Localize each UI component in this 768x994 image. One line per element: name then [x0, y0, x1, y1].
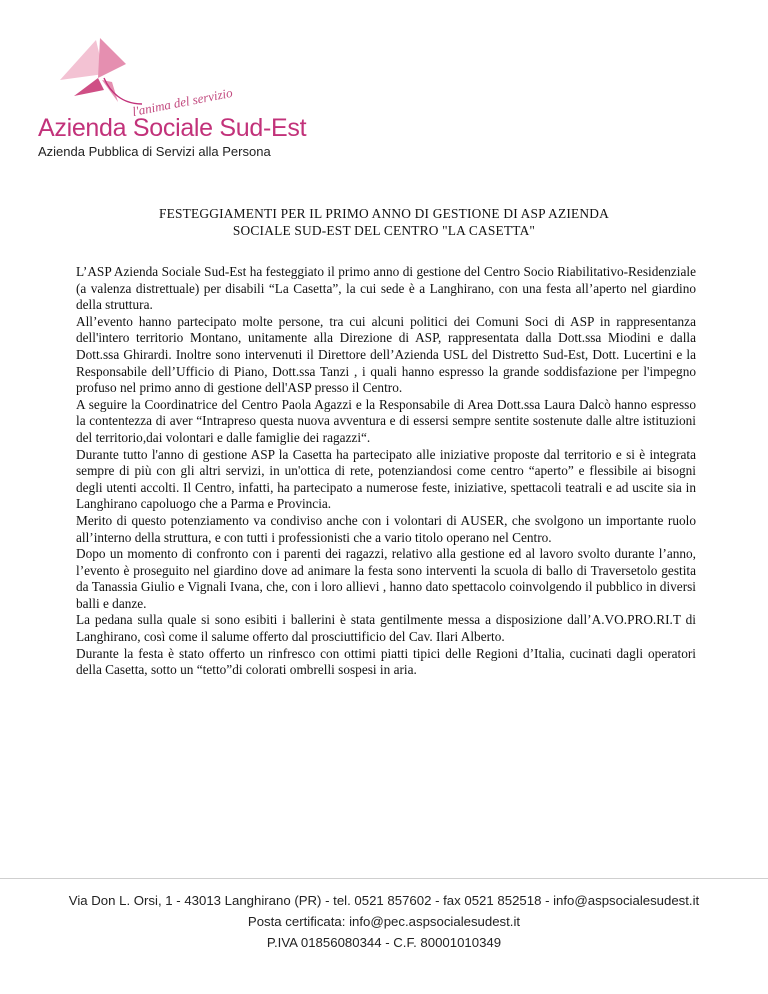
paragraph: All’evento hanno partecipato molte persone, tra cui alcuni politici dei Comuni Soci di ASP in rappresentanza dell'intero territorio Montano, unitamente alla Direzione di ASP, rappresentata dalla Dott.ssa Miodini e dalla Dott.ssa Ghirardi. Inoltre sono intervenuti il Direttore dell’Azienda USL del Distretto Sud-Est, Dott. Lucertini e la Responsabile dell’Ufficio di Piano, Dott.ssa Tanzi , i quali hanno espresso la grande soddisfazione per l'impegno profuso nel primo anno di gestione dell'ASP presso il Centro.: [76, 313, 696, 396]
title-line-1: FESTEGGIAMENTI PER IL PRIMO ANNO DI GESTIONE DI ASP AZIENDA: [158, 206, 610, 221]
title-line-2: SOCIALE SUD-EST DEL CENTRO "LA CASETTA": [232, 223, 536, 238]
footer-address: Via Don L. Orsi, 1 - 43013 Langhirano (PR) - tel. 0521 857602 - fax 0521 852518 - info@aspsocialesudest.it: [68, 893, 700, 908]
footer-tax-ids: P.IVA 01856080344 - C.F. 80001010349: [266, 935, 502, 950]
paragraph: Durante la festa è stato offerto un rinfresco con ottimi piatti tipici delle Regioni d’Italia, cucinati dagli operatori della Casetta, sotto un “tetto”di colorati ombrelli sospesi in aria.: [76, 645, 696, 678]
paragraph: A seguire la Coordinatrice del Centro Paola Agazzi e la Responsabile di Area Dott.ssa Laura Dalcò hanno espresso la contentezza di aver “Intrapreso questa nuova avventura e di essersi sempre sentite sostenute dalle altre istituzioni del territorio,dai volontari e dalle famiglie dei ragazzi“.: [76, 396, 696, 445]
article-body: [76, 264, 696, 679]
paragraph: La pedana sulla quale si sono esibiti i ballerini è stata gentilmente messa a disposizione dall’A.VO.PRO.RI.T di Langhirano, così come il salume offerto dal prosciuttificio del Cav. Ilari Alberto.: [76, 612, 696, 645]
paragraph: L’ASP Azienda Sociale Sud-Est ha festeggiato il primo anno di gestione del Centro Socio Riabilitativo-Residenziale (a valenza distrettuale) per disabili “La Casetta”, la cui sede è a Langhirano, con una festa all’aperto nel giardino della struttura.: [76, 264, 696, 313]
logo: [38, 34, 358, 166]
logo-tagline: l'anima del servizio: [130, 84, 234, 120]
paragraph: Durante tutto l'anno di gestione ASP la Casetta ha partecipato alle iniziative proposte dal territorio e si è integrata sempre di più con gli altri servizi, in un'ottica di rete, potenziandosi come centro “aperto” e flessibile ai bisogni degli utenti accolti. Il Centro, infatti, ha partecipato a numerose feste, iniziative, spettacoli teatrali e ad uscite sia in Langhirano capoluogo che a Parma e Provincia.: [76, 446, 696, 512]
footer: [0, 890, 768, 953]
organization-subtitle: Azienda Pubblica di Servizi alla Persona: [38, 144, 271, 159]
footer-divider: [0, 878, 768, 879]
page-title: [76, 205, 692, 239]
organization-name: Azienda Sociale Sud-Est: [38, 114, 307, 142]
footer-pec: Posta certificata: info@pec.aspsocialesudest.it: [247, 914, 521, 929]
paragraph: Merito di questo potenziamento va condiviso anche con i volontari di AUSER, che svolgono un importante ruolo all’interno della struttura, e con tutti i professionisti che a vario titolo operano nel Centro.: [76, 512, 696, 545]
paragraph: Dopo un momento di confronto con i parenti dei ragazzi, relativo alla gestione ed al lavoro svolto durante l’anno, l’evento è proseguito nel giardino dove ad animare la festa sono interventi la scuola di ballo di Traversetolo gestita da Tanassia Giulio e Vignali Ivana, che, con i loro allievi , hanno dato spettacolo coinvolgendo il pubblico in diversi balli e danze.: [76, 546, 696, 611]
